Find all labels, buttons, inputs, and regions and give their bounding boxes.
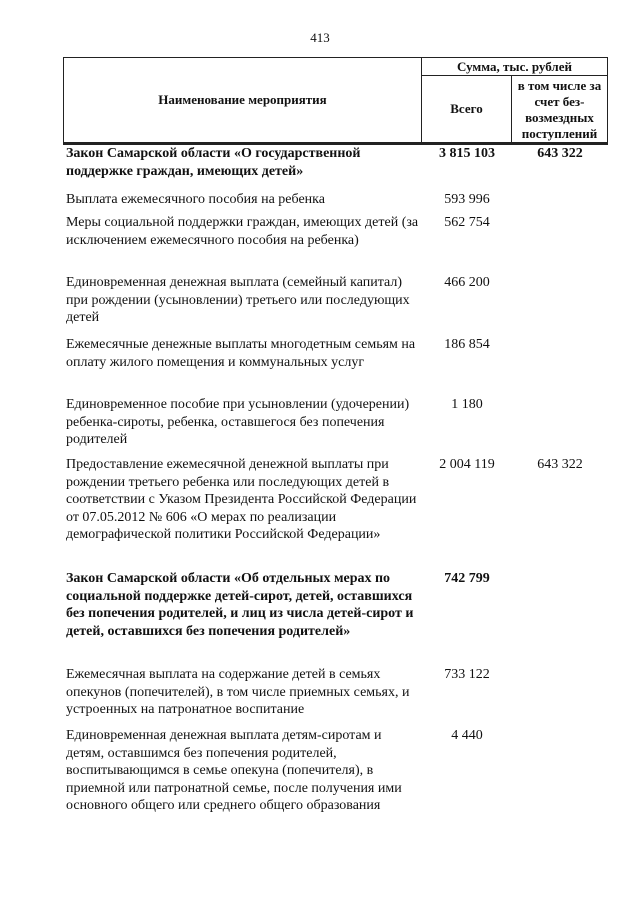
row-donation — [512, 666, 608, 727]
row-donation — [512, 191, 608, 214]
column-header-total: Всего — [421, 75, 512, 143]
column-header-donation: в том числе за счет без-возмездных поступлений — [511, 75, 608, 143]
table-row — [63, 214, 608, 274]
row-donation — [512, 727, 608, 839]
row-donation — [512, 396, 608, 456]
row-total: 733 122 — [444, 667, 490, 682]
row-total: 4 440 — [451, 728, 483, 743]
table-row — [63, 456, 608, 570]
table-row — [63, 396, 608, 456]
row-name: Закон Самарской области «Об отдельных мерах по социальной поддержке детей-сирот, детей, оставшихся без попечения родителей, и лиц из числа детей-сирот и детей, оставшихся без попечения родителей» — [66, 571, 414, 639]
row-donation — [512, 274, 608, 336]
row-total: 742 799 — [444, 571, 490, 586]
row-donation — [512, 214, 608, 274]
page-number: 413 — [310, 30, 330, 45]
table-row — [63, 191, 608, 214]
row-name: Предоставление ежемесячной денежной выплаты при рождении третьего ребенка или последующих детей в соответствии с Указом Президента Российской Федерации от 07.05.2012 № 606 «О мерах по реализации демографической политики Российской Федерации» — [66, 457, 417, 542]
table-row — [63, 666, 608, 727]
table-body — [63, 143, 608, 839]
row-name: Ежемесячные денежные выплаты многодетным семьям на оплату жилого помещения и коммунальных услуг — [66, 337, 416, 370]
table-row — [63, 145, 608, 191]
row-name: Закон Самарской области «О государственной поддержке граждан, имеющих детей» — [66, 146, 361, 179]
row-name: Выплата ежемесячного пособия на ребенка — [66, 192, 325, 207]
table-row — [63, 336, 608, 396]
row-donation — [512, 336, 608, 396]
row-total: 186 854 — [444, 337, 490, 352]
column-header-name: Наименование мероприятия — [63, 57, 422, 143]
row-donation: 643 322 — [537, 457, 583, 472]
row-total: 593 996 — [444, 192, 490, 207]
row-total: 1 180 — [451, 397, 483, 412]
table-row — [63, 570, 608, 666]
row-total: 3 815 103 — [439, 146, 495, 161]
row-donation — [512, 570, 608, 666]
column-header-sum: Сумма, тыс. рублей — [421, 57, 608, 76]
row-total: 562 754 — [444, 215, 490, 230]
row-total: 2 004 119 — [439, 457, 495, 472]
row-donation: 643 322 — [537, 146, 583, 161]
row-name: Единовременная денежная выплата (семейный капитал) при рождении (усыновлении) третьего или последующих детей — [66, 275, 410, 325]
row-total: 466 200 — [444, 275, 490, 290]
table-row — [63, 274, 608, 336]
table-row — [63, 727, 608, 839]
row-name: Единовременное пособие при усыновлении (удочерении) ребенка-сироты, ребенка, оставшегося без попечения родителей — [66, 397, 410, 447]
row-name: Ежемесячная выплата на содержание детей в семьях опекунов (попечителей), в том числе приемных семьях, и устроенных на патронатное воспитание — [66, 667, 410, 717]
row-name: Единовременная денежная выплата детям-сиротам и детям, оставшимся без попечения родителей, воспитывающимся в семье опекуна (попечителя), в приемной или патронатной семье, после получения ими основного общего или среднего общего образования — [66, 728, 402, 813]
row-name: Меры социальной поддержки граждан, имеющих детей (за исключением ежемесячного пособия на ребенка) — [66, 215, 419, 248]
